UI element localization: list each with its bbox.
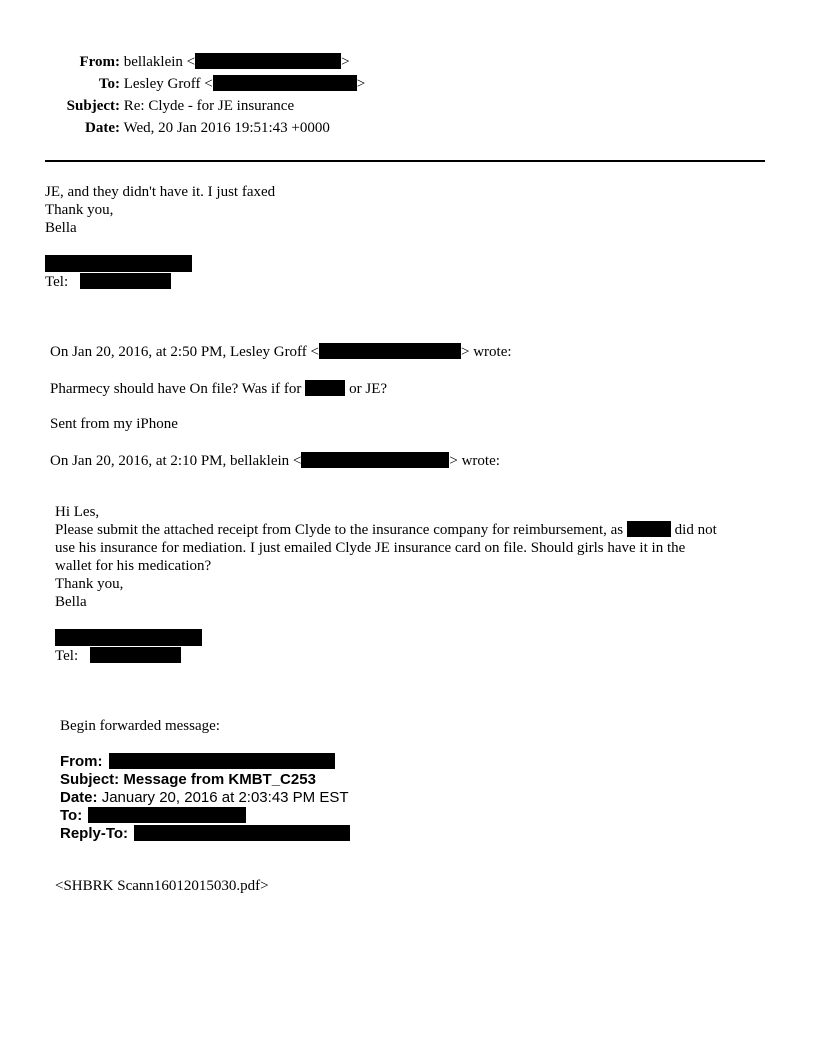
tel-label: Tel: xyxy=(45,274,69,290)
body-line: use his insurance for mediation. I just emailed Clyde JE insurance card on file. Should girls have it in the xyxy=(55,540,686,556)
attachment-reference[interactable]: <SHBRK Scann16012015030.pdf> xyxy=(55,878,269,894)
quote1-attribution xyxy=(50,343,512,361)
attribution-text: On Jan 20, 2016, at 2:10 PM, bellaklein < xyxy=(50,453,302,469)
forward-date-row xyxy=(60,789,350,807)
redaction-block xyxy=(80,273,171,289)
reply-line: Thank you, xyxy=(45,202,114,218)
redaction-block xyxy=(90,647,181,663)
forward-to-label: To: xyxy=(60,807,83,824)
date-label: Date: xyxy=(85,120,120,136)
header-from-row xyxy=(0,53,350,71)
attribution-text: On Jan 20, 2016, at 2:50 PM, Lesley Groff < xyxy=(50,344,319,360)
forward-subject-row xyxy=(60,771,350,789)
redaction-block xyxy=(213,75,357,91)
forward-date-value: January 20, 2016 at 2:03:43 PM EST xyxy=(101,789,349,806)
redaction-block xyxy=(627,521,671,537)
reply-signature-redaction xyxy=(45,255,192,274)
redaction-block xyxy=(55,629,202,646)
quote2-attribution xyxy=(50,452,500,470)
forward-intro: Begin forwarded message: xyxy=(60,718,220,734)
body-line: wallet for his medication? xyxy=(55,558,212,574)
redaction-block xyxy=(305,380,345,396)
reply-signature-name: Bella xyxy=(45,220,77,236)
attribution-text: > wrote: xyxy=(461,344,512,360)
header-divider xyxy=(45,160,765,162)
attribution-text: > wrote: xyxy=(449,453,500,469)
reply-body xyxy=(45,183,275,237)
forward-replyto-row xyxy=(60,825,350,843)
date-value: Wed, 20 Jan 2016 19:51:43 +0000 xyxy=(123,120,330,136)
forward-from-label: From: xyxy=(60,753,103,770)
greeting: Hi Les, xyxy=(55,504,100,520)
quote1-question xyxy=(50,380,387,398)
redaction-block xyxy=(319,343,461,359)
to-label: To: xyxy=(98,76,120,92)
to-close: > xyxy=(356,76,366,92)
header-to-row xyxy=(0,75,365,93)
signature-name: Bella xyxy=(55,594,87,610)
question-text: Pharmecy should have On file? Was if for xyxy=(50,381,302,397)
subject-label: Subject: xyxy=(66,98,120,114)
to-value: Lesley Groff < xyxy=(123,76,213,92)
from-close: > xyxy=(341,54,350,70)
header-date-row xyxy=(0,119,330,137)
forward-date-label: Date: xyxy=(60,789,98,806)
redaction-block xyxy=(109,753,335,769)
redaction-block xyxy=(88,807,246,823)
tel-label: Tel: xyxy=(55,648,79,664)
question-text: or JE? xyxy=(345,381,388,397)
body-text: did not xyxy=(670,522,717,538)
reply-tel-row xyxy=(45,273,171,291)
body-line xyxy=(55,521,775,539)
forward-replyto-label: Reply-To: xyxy=(60,825,129,842)
quote2-tel-row xyxy=(55,647,181,665)
forward-to-row xyxy=(60,807,350,825)
redaction-block xyxy=(301,452,449,468)
body-text: Please submit the attached receipt from Clyde to the insurance company for reimbursement, as xyxy=(55,522,627,538)
from-label: From: xyxy=(79,54,120,70)
thanks-line: Thank you, xyxy=(55,576,124,592)
header-subject-row xyxy=(0,97,294,115)
forward-subject-label: Subject: xyxy=(60,771,120,788)
quote2-body xyxy=(55,503,775,611)
redaction-block xyxy=(134,825,350,841)
reply-line: JE, and they didn't have it. I just faxed xyxy=(45,184,276,200)
quote2-signature-redaction xyxy=(55,629,202,648)
subject-value: Re: Clyde - for JE insurance xyxy=(123,98,295,114)
forward-from-row xyxy=(60,753,350,771)
forwarded-header xyxy=(60,753,350,843)
from-value: bellaklein < xyxy=(123,54,196,70)
forward-subject-value: Message from KMBT_C253 xyxy=(123,771,316,788)
redaction-block xyxy=(45,255,192,272)
quote1-signature: Sent from my iPhone xyxy=(50,416,178,432)
redaction-block xyxy=(195,53,341,69)
